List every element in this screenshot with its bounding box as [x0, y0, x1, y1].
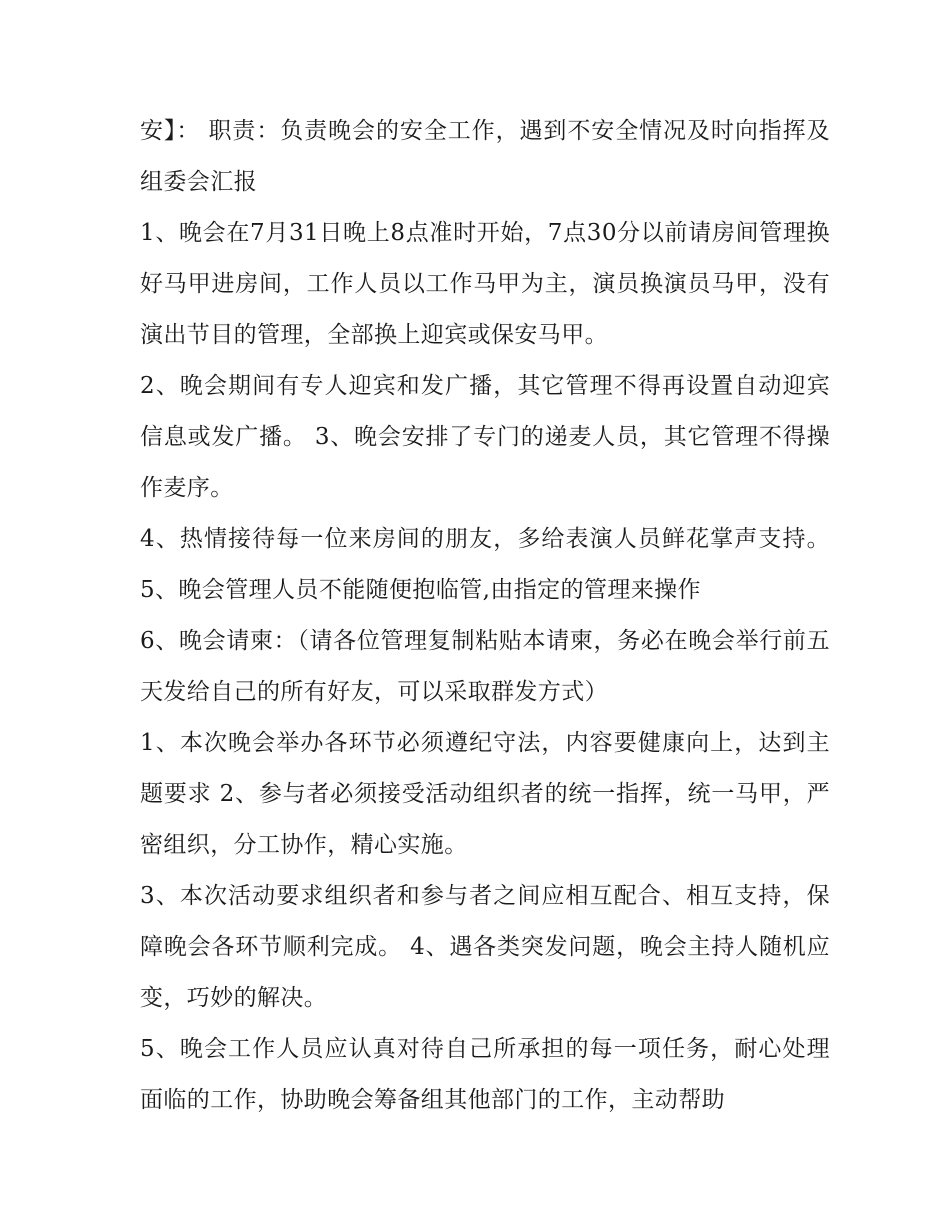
paragraph-start-time: 1、晚会在7月31日晚上8点准时开始，7点30分以前请房间管理换好马甲进房间，工作人员以工作马甲为主，演员换演员马甲，没有演出节目的管理，全部换上迎宾或保安马甲。 [140, 220, 830, 348]
paragraph-rules: 1、本次晚会举办各环节必须遵纪守法，内容要健康向上，达到主题要求 2、参与者必须接受活动组织者的统一指挥，统一马甲，严密组织，分工协作，精心实施。 [140, 730, 830, 858]
paragraph-reception: 4、热情接待每一位来房间的朋友，多给表演人员鲜花掌声支持。 5、晚会管理人员不能随便抱临管,由指定的管理来操作 [140, 526, 830, 603]
paragraph-security-duty: 安】： 职责：负责晚会的安全工作，遇到不安全情况及时向指挥及组委会汇报 [140, 118, 830, 195]
paragraph-invitation: 6、晚会请柬：（请各位管理复制粘贴本请柬，务必在晚会举行前五天发给自己的所有好友，可以采取群发方式） [140, 628, 830, 705]
paragraph-broadcast: 2、晚会期间有专人迎宾和发广播，其它管理不得再设置自动迎宾信息或发广播。 3、晚会安排了专门的递麦人员，其它管理不得操作麦序。 [140, 373, 830, 501]
paragraph-staff-duty: 5、晚会工作人员应认真对待自己所承担的每一项任务，耐心处理面临的工作，协助晚会筹备组其他部门的工作，主动帮助 [140, 1036, 830, 1113]
paragraph-cooperation: 3、本次活动要求组织者和参与者之间应相互配合、相互支持，保障晚会各环节顺利完成。 4、遇各类突发问题，晚会主持人随机应变，巧妙的解决。 [140, 883, 830, 1011]
document-body [140, 106, 830, 1126]
